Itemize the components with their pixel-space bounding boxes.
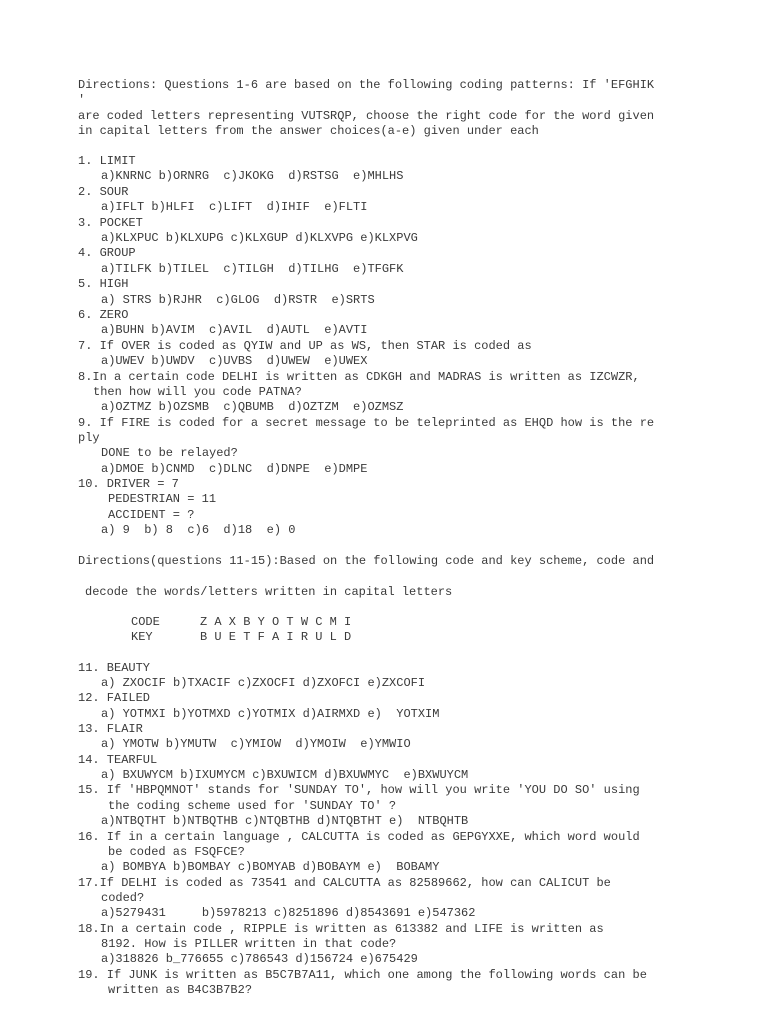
question-10-line-3: ACCIDENT = ?: [108, 508, 195, 522]
question-8-line-1: 8.In a certain code DELHI is written as CDKGH and MADRAS is written as IZCWZR,: [78, 370, 640, 384]
directions-intro-line-1: Directions: Questions 1-6 are based on the following coding patterns: If 'EFGHIK: [78, 78, 655, 92]
question-14: 14. TEARFUL: [78, 753, 158, 767]
question-16-line-1: 16. If in a certain language , CALCUTTA is coded as GEPGYXXE, which word would: [78, 830, 640, 844]
code-letters: Z A X B Y O T W C M I: [200, 615, 352, 629]
key-letters: B U E T F A I R U L D: [200, 630, 352, 644]
question-4-options: a)TILFK b)TILEL c)TILGH d)TILHG e)TFGFK: [101, 262, 404, 276]
directions-intro-line-2: ': [78, 93, 86, 107]
directions-11-15-line-1: Directions(questions 11-15):Based on the following code and key scheme, code and: [78, 554, 655, 568]
question-7: 7. If OVER is coded as QYIW and UP as WS, then STAR is coded as: [78, 339, 532, 353]
question-17-options: a)5279431 b)5978213 c)8251896 d)8543691 e)547362: [101, 906, 476, 920]
question-19-line-2: written as B4C3B7B2?: [108, 983, 253, 997]
question-11-options: a) ZXOCIF b)TXACIF c)ZXOCFI d)ZXOFCI e)ZXCOFI: [101, 676, 426, 690]
question-8-line-2: then how will you code PATNA?: [93, 385, 302, 399]
question-18-options: a)318826 b_776655 c)786543 d)156724 e)675429: [101, 952, 418, 966]
question-18-line-1: 18.In a certain code , RIPPLE is written as 613382 and LIFE is written as: [78, 922, 604, 936]
question-8-options: a)OZTMZ b)OZSMB c)QBUMB d)OZTZM e)OZMSZ: [101, 400, 404, 414]
code-label: CODE: [131, 615, 160, 629]
question-12: 12. FAILED: [78, 691, 151, 705]
question-15-line-2: the coding scheme used for 'SUNDAY TO' ?: [108, 799, 397, 813]
question-2-options: a)IFLT b)HLFI c)LIFT d)IHIF e)FLTI: [101, 200, 368, 214]
question-16-options: a) BOMBYA b)BOMBAY c)BOMYAB d)BOBAYM e) BOBAMY: [101, 860, 440, 874]
question-12-options: a) YOTMXI b)YOTMXD c)YOTMIX d)AIRMXD e) YOTXIM: [101, 707, 440, 721]
question-6: 6. ZERO: [78, 308, 129, 322]
directions-intro-line-4: in capital letters from the answer choices(a-e) given under each: [78, 124, 539, 138]
question-10-line-2: PEDESTRIAN = 11: [108, 492, 217, 506]
question-18-line-2: 8192. How is PILLER written in that code?: [101, 937, 397, 951]
directions-intro-line-3: are coded letters representing VUTSRQP, choose the right code for the word given: [78, 109, 655, 123]
question-3-options: a)KLXPUC b)KLXUPG c)KLXGUP d)KLXVPG e)KLXPVG: [101, 231, 418, 245]
question-5: 5. HIGH: [78, 277, 129, 291]
question-14-options: a) BXUWYCM b)IXUMYCM c)BXUWICM d)BXUWMYC e)BXWUYCM: [101, 768, 469, 782]
question-9-line-2: ply: [78, 431, 100, 445]
question-1-options: a)KNRNC b)ORNRG c)JKOKG d)RSTSG e)MHLHS: [101, 169, 404, 183]
question-15-options: a)NTBQTHT b)NTBQTHB c)NTQBTHB d)NTQBTHT e) NTBQHTB: [101, 814, 469, 828]
question-15-line-1: 15. If 'HBPQMNOT' stands for 'SUNDAY TO', how will you write 'YOU DO SO' using: [78, 783, 640, 797]
question-13: 13. FLAIR: [78, 722, 143, 736]
question-10: 10. DRIVER = 7: [78, 477, 179, 491]
question-17-line-1: 17.If DELHI is coded as 73541 and CALCUTTA as 82589662, how can CALICUT be: [78, 876, 611, 890]
question-7-options: a)UWEV b)UWDV c)UVBS d)UWEW e)UWEX: [101, 354, 368, 368]
question-4: 4. GROUP: [78, 246, 136, 260]
question-5-options: a) STRS b)RJHR c)GLOG d)RSTR e)SRTS: [101, 293, 375, 307]
question-13-options: a) YMOTW b)YMUTW c)YMIOW d)YMOIW e)YMWIO: [101, 737, 411, 751]
question-11: 11. BEAUTY: [78, 661, 151, 675]
question-9-options: a)DMOE b)CNMD c)DLNC d)DNPE e)DMPE: [101, 462, 368, 476]
question-2: 2. SOUR: [78, 185, 129, 199]
question-1: 1. LIMIT: [78, 154, 136, 168]
question-6-options: a)BUHN b)AVIM c)AVIL d)AUTL e)AVTI: [101, 323, 368, 337]
question-16-line-2: be coded as FSQFCE?: [108, 845, 245, 859]
question-9-line-3: DONE to be relayed?: [101, 446, 238, 460]
question-9-line-1: 9. If FIRE is coded for a secret message to be teleprinted as EHQD how is the re: [78, 416, 655, 430]
key-label: KEY: [131, 630, 153, 644]
question-10-options: a) 9 b) 8 c)6 d)18 e) 0: [101, 523, 296, 537]
directions-11-15-line-2: decode the words/letters written in capital letters: [85, 585, 453, 599]
question-17-line-2: coded?: [101, 891, 145, 905]
question-3: 3. POCKET: [78, 216, 143, 230]
question-19-line-1: 19. If JUNK is written as B5C7B7A11, which one among the following words can be: [78, 968, 647, 982]
